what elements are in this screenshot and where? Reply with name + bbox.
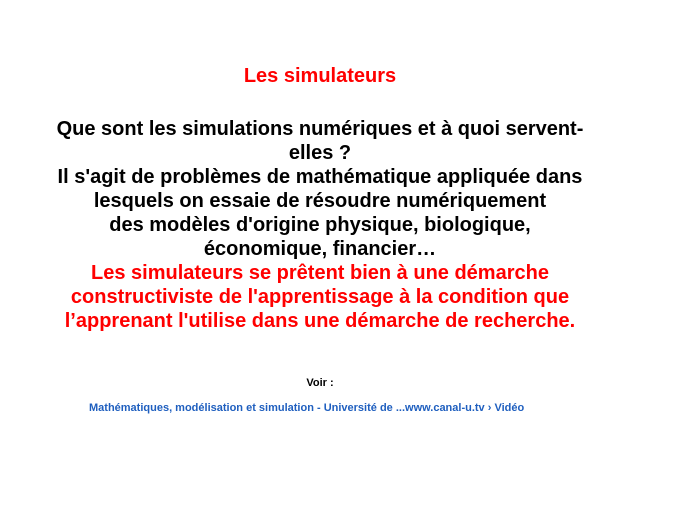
answer-line: Il s'agit de problèmes de mathématique appliquée dans — [57, 166, 583, 188]
emphasis-line: constructiviste de l'apprentissage à la condition que — [70, 286, 570, 308]
answer-line: des modèles d'origine physique, biologique, — [109, 214, 531, 236]
slide-title: Les simulateurs — [243, 65, 397, 87]
main-text-block — [0, 117, 640, 333]
emphasis-line: Les simulateurs se prêtent bien à une démarche — [91, 262, 549, 284]
question-line: Que sont les simulations numériques et à quoi servent- — [56, 118, 584, 140]
answer-line: lesquels on essaie de résoudre numériquement — [93, 190, 547, 212]
emphasis-line: l’apprenant l'utilise dans une démarche de recherche. — [64, 310, 576, 332]
reference-link[interactable]: Mathématiques, modélisation et simulation - Université de ...www.canal-u.tv › Vidéo — [89, 402, 525, 414]
see-also-label: Voir : — [306, 377, 334, 389]
question-line: elles ? — [288, 142, 352, 164]
answer-line: économique, financier… — [203, 238, 437, 260]
